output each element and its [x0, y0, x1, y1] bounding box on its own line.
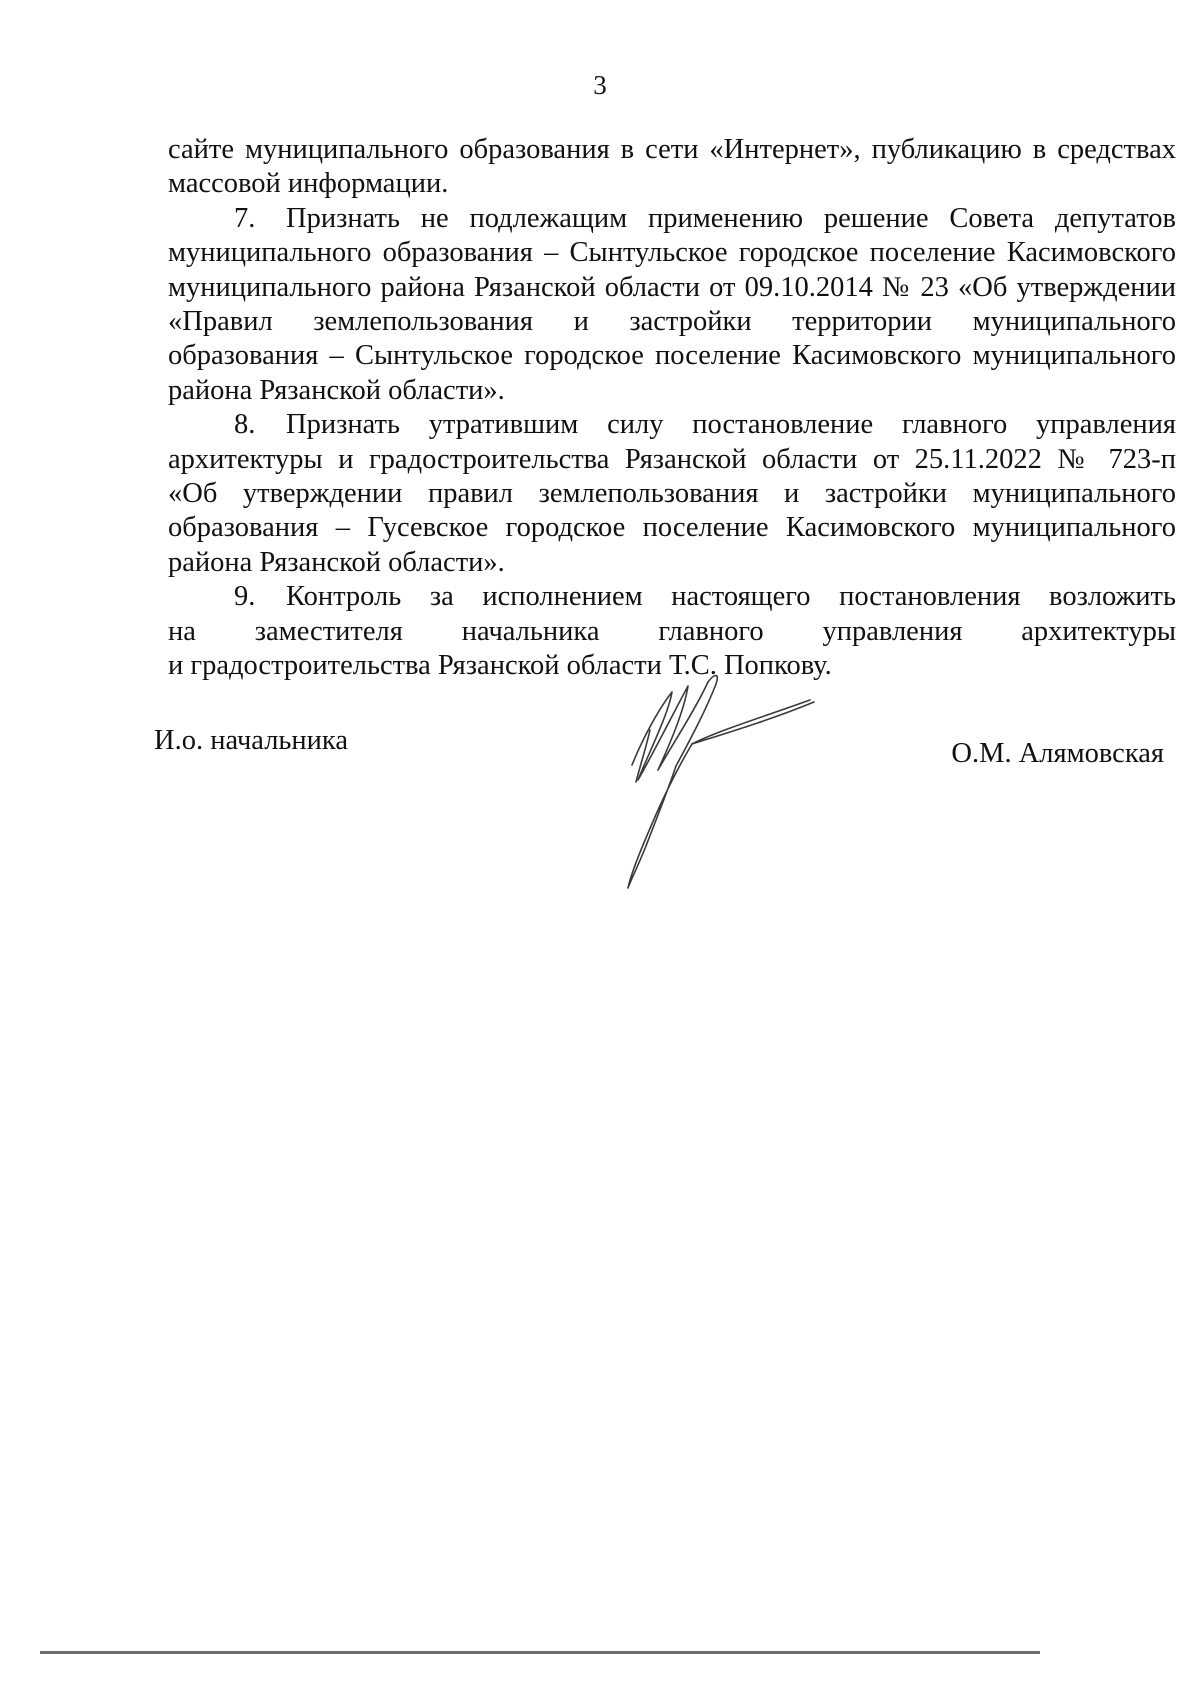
handwritten-signature [610, 670, 860, 900]
intro-paragraph [168, 133, 1176, 202]
item-number: 7. [234, 202, 256, 234]
text-line-content: Признать утратившим силу постановление главного управления [286, 409, 1176, 441]
text-line: образования – Сынтульское городское поселение Касимовского муниципального [168, 340, 1176, 372]
text-line-content: Признать не подлежащим применению решение Совета депутатов [286, 202, 1176, 234]
signatory-name: О.М. Алямовская [951, 738, 1164, 769]
text-line [168, 408, 1176, 442]
text-line: района Рязанской области». [168, 546, 505, 578]
text-line [168, 580, 1176, 614]
text-line-content: Контроль за исполнением настоящего постановления возложить [286, 581, 1176, 613]
text-line [168, 202, 1176, 236]
text-line: «Правил землепользования и застройки территории муниципального [168, 306, 1176, 338]
signatory-position: И.о. начальника [154, 725, 348, 756]
text-line: «Об утверждении правил землепользования и застройки муниципального [168, 478, 1176, 510]
item-8-paragraph [168, 408, 1176, 580]
document-body [168, 133, 1176, 684]
text-line: муниципального образования – Сынтульское городское поселение Касимовского [168, 237, 1176, 269]
item-7-paragraph [168, 202, 1176, 408]
item-number: 9. [234, 581, 256, 613]
text-line: на заместителя начальника главного управления архитектуры [168, 615, 1176, 647]
text-line: муниципального района Рязанской области от 09.10.2014 № 23 «Об утверждении [168, 271, 1176, 303]
scan-edge-line [40, 1651, 1040, 1654]
item-9-paragraph [168, 580, 1176, 683]
text-line: сайте муниципального образования в сети «Интернет», публикацию в средствах [168, 134, 1176, 165]
text-line: и градостроительства Рязанской области Т.С. Попкову. [168, 650, 832, 682]
text-line: образования – Гусевское городское поселение Касимовского муниципального [168, 512, 1176, 544]
text-line: района Рязанской области». [168, 374, 505, 406]
item-number: 8. [234, 409, 256, 441]
page-number: 3 [593, 70, 607, 100]
text-line: массовой информации. [168, 168, 449, 200]
text-line: архитектуры и градостроительства Рязанской области от 25.11.2022 № 723-п [168, 443, 1176, 475]
